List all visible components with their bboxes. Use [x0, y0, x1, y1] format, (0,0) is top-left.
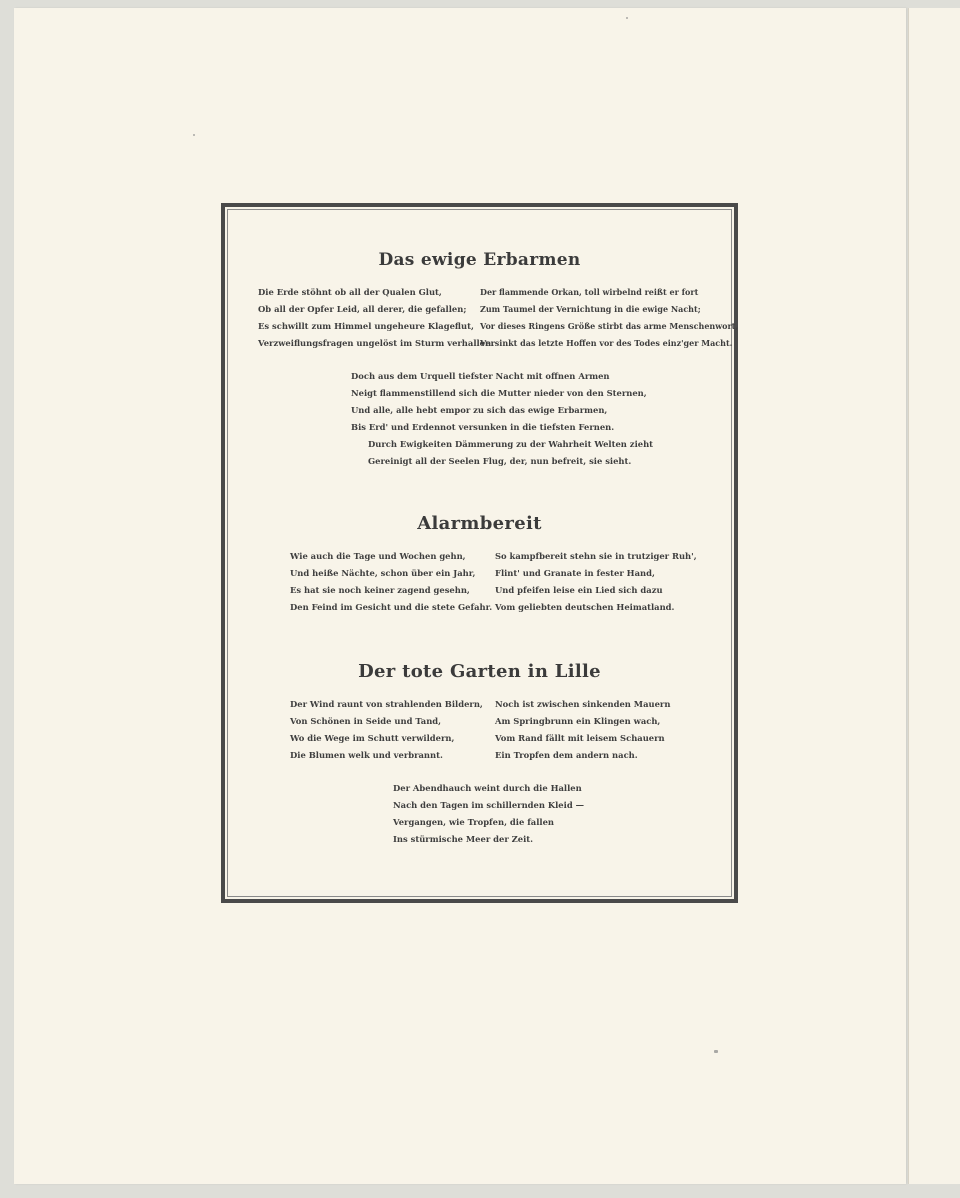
poem2-stanza2 [495, 548, 697, 616]
poem3-stanza2 [495, 696, 670, 764]
verse-line: Vom geliebten deutschen Heimatland. [495, 602, 675, 612]
verse-line: Die Blumen welk und verbrannt. [290, 750, 443, 760]
poem1-stanza1 [258, 284, 494, 352]
verse-line: Der Wind raunt von strahlenden Bildern, [290, 699, 483, 709]
verse-line: Der Abendhauch weint durch die Hallen [393, 783, 582, 793]
verse-line: Versinkt das letzte Hoffen vor des Todes einz'ger Macht. [480, 338, 733, 348]
verse-line: Die Erde stöhnt ob all der Qualen Glut, [258, 287, 442, 297]
verse-line: Gereinigt all der Seelen Flug, der, nun befreit, sie sieht. [368, 456, 632, 466]
verse-line: So kampfbereit stehn sie in trutziger Ruh', [495, 551, 697, 561]
verse-line: Von Schönen in Seide und Tand, [290, 716, 442, 726]
paper-speck [626, 17, 628, 19]
verse-line: Und pfeifen leise ein Lied sich dazu [495, 585, 663, 595]
verse-line: Wie auch die Tage und Wochen gehn, [290, 551, 466, 561]
verse-line: Nach den Tagen im schillernden Kleid — [393, 800, 584, 810]
verse-line: Verzweiflungsfragen ungelöst im Sturm verhallen. [258, 338, 495, 348]
verse-line: Den Feind im Gesicht und die stete Gefahr. [290, 602, 493, 612]
verse-line: Und heiße Nächte, schon über ein Jahr, [290, 568, 476, 578]
verse-line: Durch Ewigkeiten Dämmerung zu der Wahrheit Welten zieht [368, 439, 654, 449]
verse-line: Es schwillt zum Himmel ungeheure Klageflut, [258, 321, 474, 331]
verse-line: Und alle, alle hebt empor zu sich das ewige Erbarmen, [351, 405, 608, 415]
poem1-stanza3 [351, 368, 647, 436]
verse-line: Vom Rand fällt mit leisem Schauern [495, 733, 665, 743]
verse-line: Ins stürmische Meer der Zeit. [393, 834, 534, 844]
verse-line: Wo die Wege im Schutt verwildern, [290, 733, 455, 743]
paper-speck [714, 1050, 718, 1053]
verse-line: Vor dieses Ringens Größe stirbt das arme Menschenwort, [480, 321, 739, 331]
poem2-stanza1 [290, 548, 492, 616]
poem3-stanza3 [393, 780, 584, 848]
verse-line: Bis Erd' und Erdennot versunken in die tiefsten Fernen. [351, 422, 615, 432]
poem-title-das-ewige-erbarmen: Das ewige Erbarmen [378, 250, 581, 270]
verse-line: Noch ist zwischen sinkenden Mauern [495, 699, 671, 709]
poem-title-der-tote-garten-in-lille: Der tote Garten in Lille [358, 661, 601, 682]
verse-line: Ein Tropfen dem andern nach. [495, 750, 638, 760]
verse-line: Es hat sie noch keiner zagend gesehn, [290, 585, 470, 595]
verse-line: Zum Taumel der Vernichtung in die ewige Nacht; [480, 304, 701, 314]
verse-line: Vergangen, wie Tropfen, die fallen [393, 817, 554, 827]
poem-title-alarmbereit: Alarmbereit [417, 513, 542, 534]
poem1-stanza2 [480, 284, 738, 352]
poem3-stanza1 [290, 696, 483, 764]
verse-line: Doch aus dem Urquell tiefster Nacht mit offnen Armen [351, 371, 610, 381]
verse-line: Flint' und Granate in fester Hand, [495, 568, 655, 578]
verse-line: Neigt flammenstillend sich die Mutter nieder von den Sternen, [351, 388, 647, 398]
verse-line: Am Springbrunn ein Klingen wach, [495, 716, 661, 726]
verse-line: Der flammende Orkan, toll wirbelnd reißt er fort [480, 287, 699, 297]
facing-page-edge [908, 8, 960, 1184]
paper-speck [193, 134, 195, 136]
poem1-stanza4 [368, 436, 653, 470]
verse-line: Ob all der Opfer Leid, all derer, die gefallen; [258, 304, 467, 314]
